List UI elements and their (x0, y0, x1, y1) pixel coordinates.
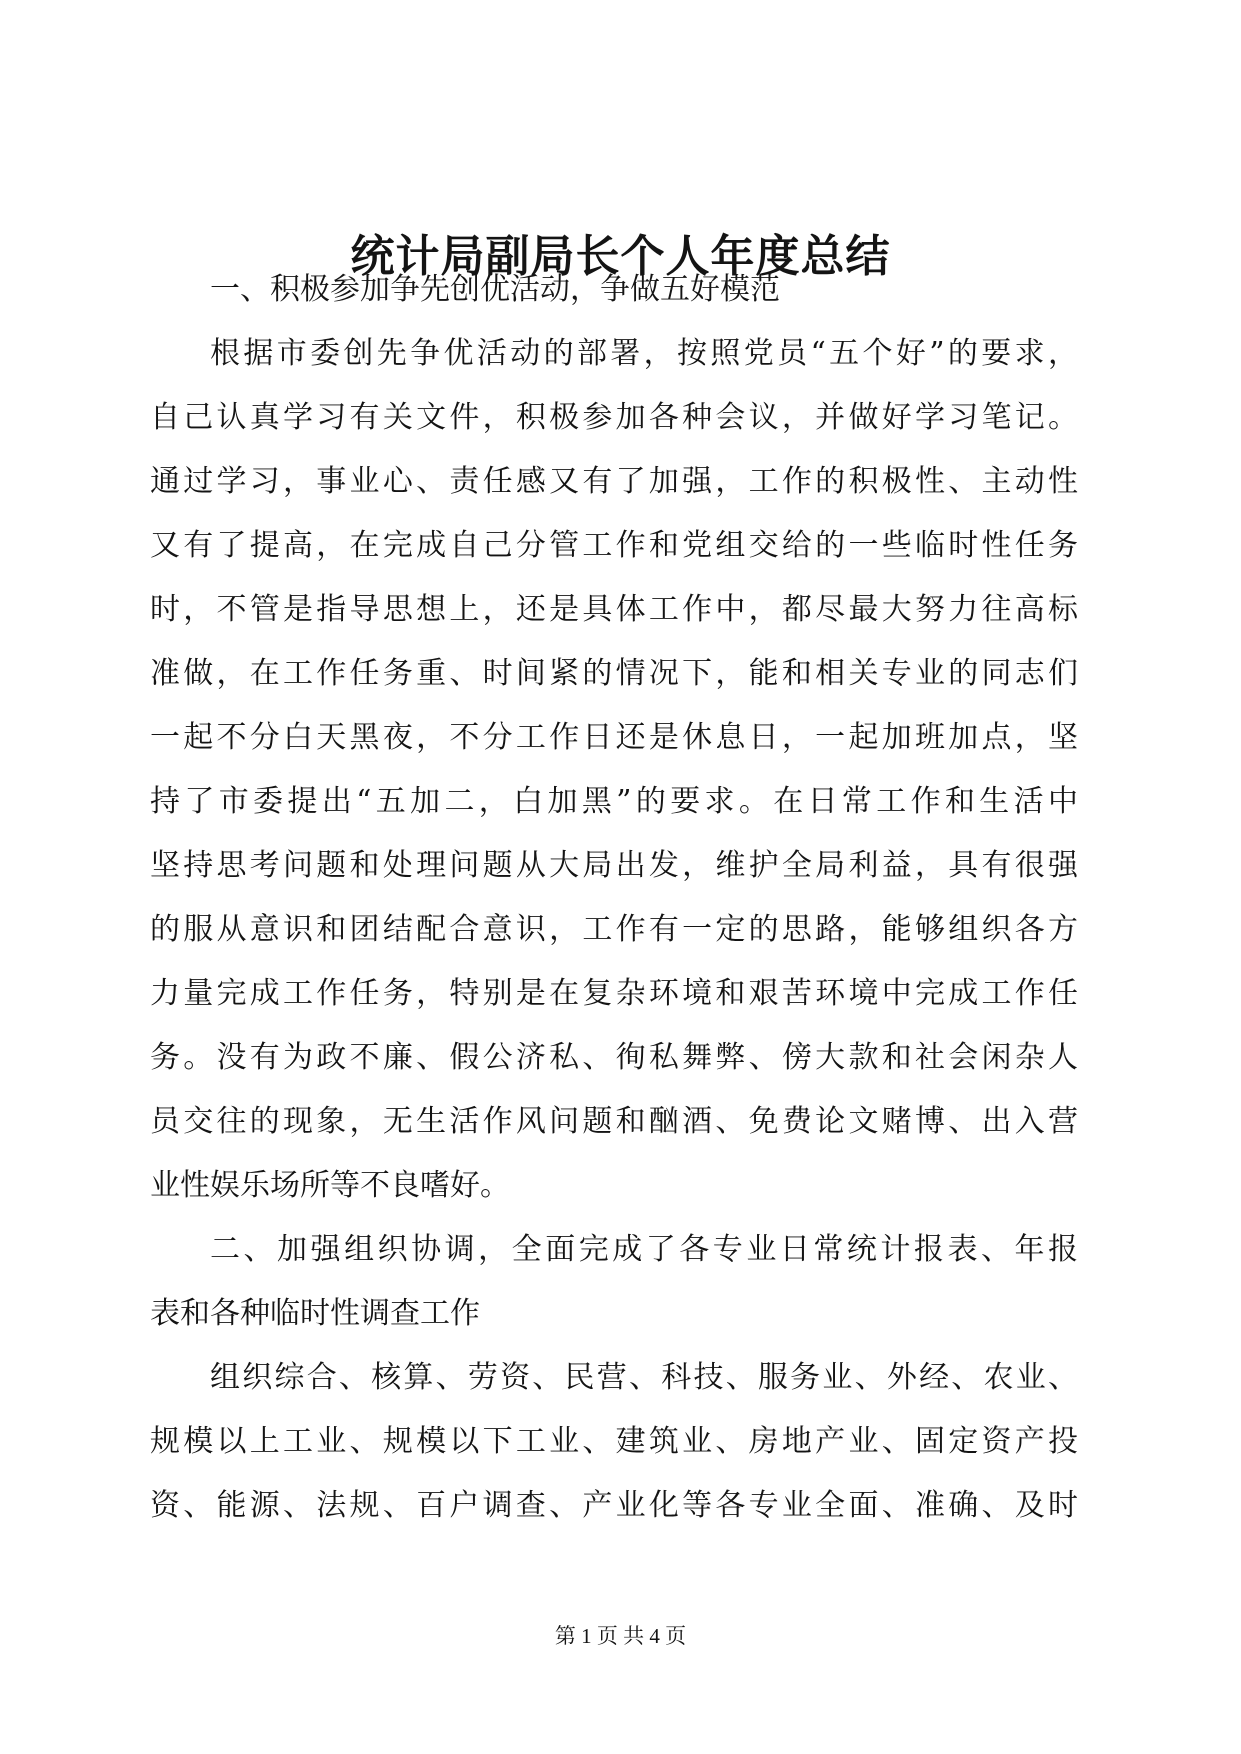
text-line: 一、积极参加争先创优活动，争做五好模范 (210, 272, 780, 307)
text-line: 的服从意识和团结配合意识，工作有一定的思路，能够组织各方 (150, 912, 1078, 947)
text-line: 业性娱乐场所等不良嗜好。 (150, 1168, 510, 1203)
text-line: 根据市委创先争优活动的部署，按照党员“五个好”的要求， (210, 336, 1078, 371)
text-line: 员交往的现象，无生活作风问题和酗酒、免费论文赌博、出入营 (150, 1104, 1078, 1139)
text-line: 力量完成工作任务，特别是在复杂环境和艰苦环境中完成工作任 (150, 976, 1078, 1011)
section-heading (150, 258, 1078, 322)
page-number: 第 1 页 共 4 页 (554, 1624, 687, 1648)
text-line: 资、能源、法规、百户调查、产业化等各专业全面、准确、及时 (150, 1488, 1078, 1523)
paragraph (150, 322, 1078, 1218)
text-line: 规模以上工业、规模以下工业、建筑业、房地产业、固定资产投 (150, 1424, 1078, 1459)
text-line: 组织综合、核算、劳资、民营、科技、服务业、外经、农业、 (210, 1360, 1078, 1395)
text-line: 坚持思考问题和处理问题从大局出发，维护全局利益，具有很强 (150, 848, 1078, 883)
text-line: 一起不分白天黑夜，不分工作日还是休息日，一起加班加点，坚 (150, 720, 1078, 755)
paragraph (150, 1346, 1078, 1538)
text-line: 持了市委提出“五加二，白加黑”的要求。在日常工作和生活中 (150, 784, 1078, 819)
document-title: 统计局副局长个人年度总结 (350, 231, 891, 283)
text-line: 表和各种临时性调查工作 (150, 1296, 480, 1331)
text-line: 自己认真学习有关文件，积极参加各种会议，并做好学习笔记。 (150, 400, 1078, 435)
text-line: 通过学习，事业心、责任感又有了加强，工作的积极性、主动性 (150, 464, 1078, 499)
text-line: 二、加强组织协调，全面完成了各专业日常统计报表、年报 (210, 1232, 1078, 1267)
text-line: 准做，在工作任务重、时间紧的情况下，能和相关专业的同志们 (150, 656, 1078, 691)
text-line: 时，不管是指导思想上，还是具体工作中，都尽最大努力往高标 (150, 592, 1078, 627)
section-heading (150, 1218, 1078, 1346)
text-line: 务。没有为政不廉、假公济私、徇私舞弊、傍大款和社会闲杂人 (150, 1040, 1078, 1075)
text-line: 又有了提高，在完成自己分管工作和党组交给的一些临时性任务 (150, 528, 1078, 563)
document-body (150, 258, 1078, 1538)
